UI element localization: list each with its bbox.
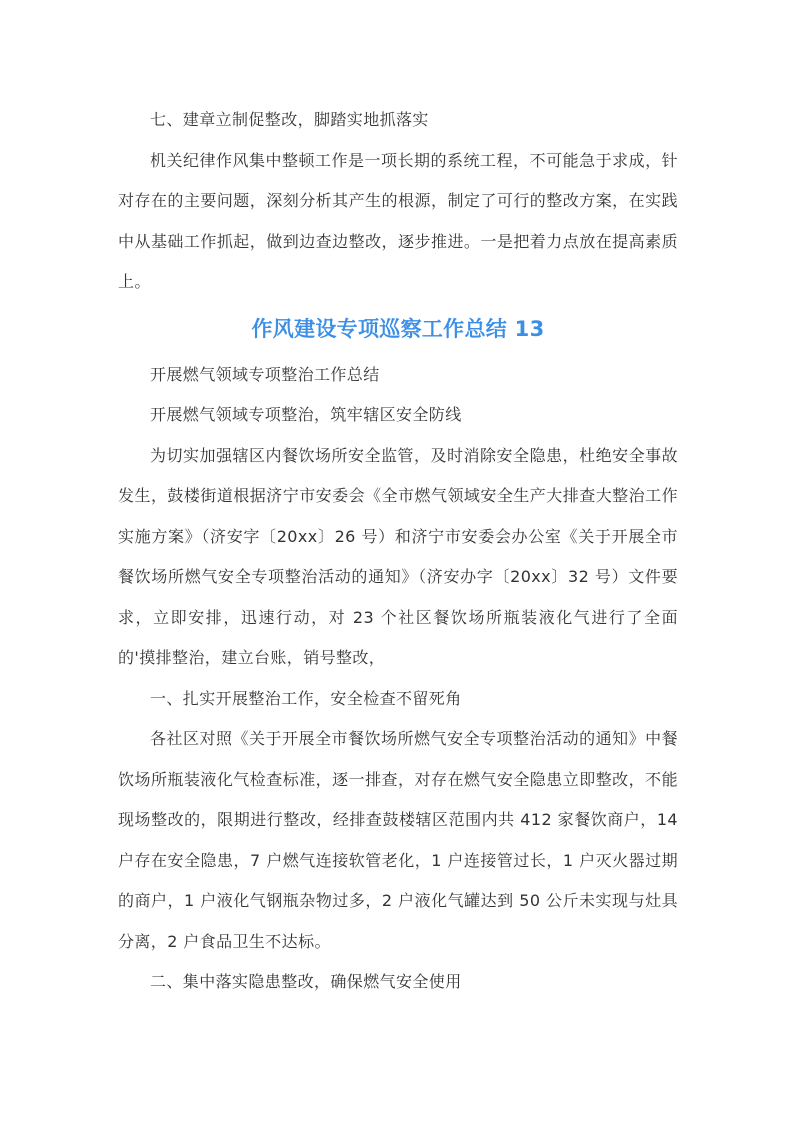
document-section-title: 作风建设专项巡察工作总结 13 (251, 316, 545, 341)
paragraph-discipline-rectification: 机关纪律作风集中整顿工作是一项长期的系统工程，不可能急于求成，针对存在的主要问题，深刻分析其产生的根源，制定了可行的整改方案，在实践中从基础工作抓起，做到边查边整改，逐步推进。一是把着力点放在提高素质上。 (118, 150, 678, 291)
section-heading-one: 一、扎实开展整治工作，安全检查不留死角 (150, 688, 462, 708)
paragraph-inspection-results: 各社区对照《关于开展全市餐饮场所燃气安全专项整治活动的通知》中餐饮场所瓶装液化气检查标准，逐一排查，对存在燃气安全隐患立即整改，不能现场整改的，限期进行整改，经排查鼓楼辖区范围内共 412 家餐饮商户，14 户存在安全隐患，7 户燃气连接软管老化，1 户连接管过长，1 户灭火器过期的商户，1 户液化气钢瓶杂物过多，2 户液化气罐达到 50 公斤未实现与灶具分离，2 户食品卫生不达标。 (118, 729, 678, 951)
section-heading-seven: 七、建章立制促整改，脚踏实地抓落实 (150, 110, 429, 129)
paragraph-slogan: 开展燃气领域专项整治，筑牢辖区安全防线 (150, 405, 462, 424)
section-heading-two: 二、集中落实隐患整改，确保燃气安全使用 (150, 972, 462, 991)
paragraph-intro: 为切实加强辖区内餐饮场所安全监管，及时消除安全隐患，杜绝安全事故发生，鼓楼街道根据济宁市安委会《全市燃气领域安全生产大排查大整治工作实施方案》（济安字〔20xx〕26 号）和济宁市安委会办公室《关于开展全市餐饮场所燃气安全专项整治活动的通知》（济安办字〔20xx〕32 号）文件要求，立即安排，迅速行动，对 23 个社区餐饮场所瓶装液化气进行了全面的'摸排整治，建立台账，销号整改， (118, 445, 678, 667)
paragraph-subtitle: 开展燃气领域专项整治工作总结 (150, 364, 380, 384)
document-body (118, 100, 678, 1003)
